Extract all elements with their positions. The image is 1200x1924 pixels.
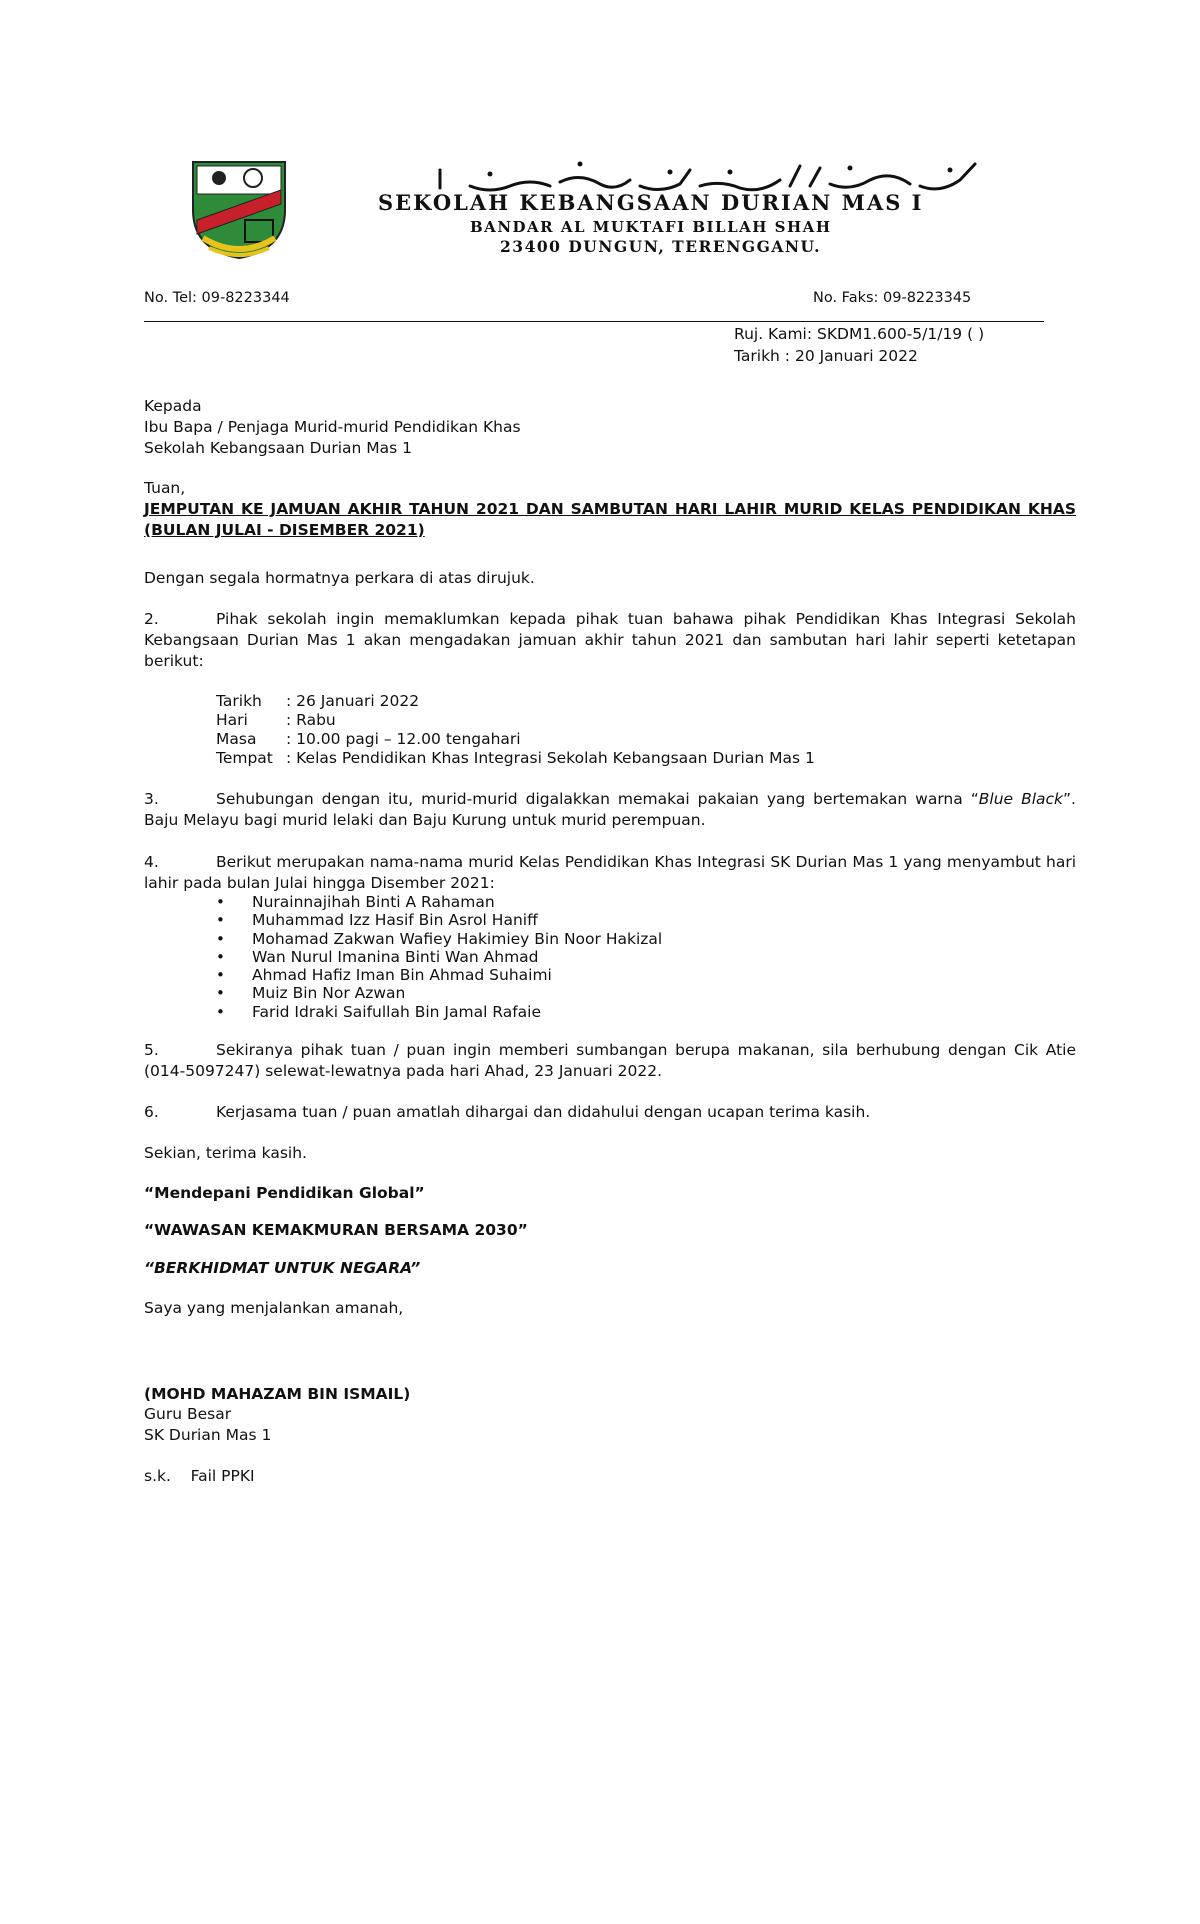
paragraph-5-text: Sekiranya pihak tuan / puan ingin memberi sumbangan berupa makanan, sila berhubung dengan Cik Atie (014-5097247) selewat-lewatnya pada hari Ahad, 23 Januari 2022.: [144, 1041, 1076, 1080]
detail-row-tarikh: [216, 692, 419, 710]
paragraph-1: Dengan segala hormatnya perkara di atas dirujuk.: [144, 569, 535, 587]
school-address-line2: 23400 DUNGUN, TERENGGANU.: [500, 237, 822, 256]
paragraph-3-number: 3.: [144, 790, 159, 808]
paragraph-5-number: 5.: [144, 1041, 159, 1059]
closing: Sekian, terima kasih.: [144, 1144, 307, 1162]
paragraph-4-text: Berikut merupakan nama-nama murid Kelas Pendidikan Khas Integrasi SK Durian Mas 1 yang menyambut hari lahir pada bulan Julai hingga Disember 2021:: [144, 853, 1076, 892]
paragraph-2-number: 2.: [144, 610, 159, 628]
paragraph-6-number: 6.: [144, 1103, 159, 1121]
list-item: • Nurainnajihah Binti A Rahaman: [216, 893, 662, 911]
list-item: • Wan Nurul Imanina Binti Wan Ahmad: [216, 948, 662, 966]
detail-key: Hari: [216, 711, 248, 729]
signatory-org: SK Durian Mas 1: [144, 1426, 272, 1444]
school-address-line1: BANDAR AL MUKTAFI BILLAH SHAH: [470, 218, 832, 236]
letter-date: Tarikh : 20 Januari 2022: [734, 347, 918, 365]
sign-off: Saya yang menjalankan amanah,: [144, 1299, 404, 1317]
salutation: Tuan,: [144, 479, 186, 497]
motto-2: “WAWASAN KEMAKMURAN BERSAMA 2030”: [144, 1221, 528, 1239]
detail-value: : 10.00 pagi – 12.00 tengahari: [286, 730, 521, 748]
detail-value: : 26 Januari 2022: [286, 692, 420, 710]
school-name: SEKOLAH KEBANGSAAN DURIAN MAS I: [378, 190, 924, 215]
recipient-line1: Kepada: [144, 397, 202, 415]
detail-row-tempat: [216, 749, 815, 767]
paragraph-4-number: 4.: [144, 853, 159, 871]
reference-number: Ruj. Kami: SKDM1.600-5/1/19 ( ): [734, 325, 985, 343]
paragraph-5: [144, 1040, 1076, 1082]
carbon-copy: s.k. Fail PPKI: [144, 1467, 255, 1485]
detail-row-hari: [216, 711, 336, 729]
paragraph-4: [144, 852, 1076, 894]
detail-value: : Rabu: [286, 711, 336, 729]
student-list: [216, 893, 662, 1021]
letter-subject: JEMPUTAN KE JAMUAN AKHIR TAHUN 2021 DAN SAMBUTAN HARI LAHIR MURID KELAS PENDIDIKAN KHAS (BULAN JULAI - DISEMBER 2021): [144, 500, 1076, 539]
phone-number: No. Tel: 09-8223344: [144, 290, 290, 306]
list-item: • Muiz Bin Nor Azwan: [216, 984, 662, 1002]
recipient-line3: Sekolah Kebangsaan Durian Mas 1: [144, 439, 413, 457]
motto-1: “Mendepani Pendidikan Global”: [144, 1184, 425, 1202]
paragraph-3-text-after: ”. Baju Melayu bagi murid lelaki dan Baju Kurung untuk murid perempuan.: [144, 790, 1076, 829]
paragraph-2: [144, 609, 1076, 672]
detail-row-masa: [216, 730, 521, 748]
header-divider: [144, 321, 1044, 322]
paragraph-3: [144, 789, 1076, 831]
recipient-line2: Ibu Bapa / Penjaga Murid-murid Pendidikan Khas: [144, 418, 521, 436]
paragraph-3-text-before: Sehubungan dengan itu, murid-murid digalakkan memakai pakaian yang bertemakan warna “: [216, 790, 979, 808]
detail-value: : Kelas Pendidikan Khas Integrasi Sekolah Kebangsaan Durian Mas 1: [286, 749, 815, 767]
list-item: • Mohamad Zakwan Wafiey Hakimiey Bin Noor Hakizal: [216, 930, 662, 948]
school-crest-logo: [183, 150, 295, 262]
detail-key: Tempat: [216, 749, 273, 767]
paragraph-2-text: Pihak sekolah ingin memaklumkan kepada pihak tuan bahawa pihak Pendidikan Khas Integrasi Sekolah Kebangsaan Durian Mas 1 akan mengadakan jamuan akhir tahun 2021 dan sambutan hari lahir seperti ketetapan berikut:: [144, 610, 1076, 670]
motto-3: “BERKHIDMAT UNTUK NEGARA”: [144, 1259, 421, 1277]
detail-key: Tarikh: [216, 692, 262, 710]
paragraph-6: [144, 1102, 1076, 1123]
paragraph-6-text: Kerjasama tuan / puan amatlah dihargai dan didahului dengan ucapan terima kasih.: [216, 1103, 871, 1121]
fax-number: No. Faks: 09-8223345: [813, 290, 972, 306]
signatory-title: Guru Besar: [144, 1405, 232, 1423]
signatory-name: (MOHD MAHAZAM BIN ISMAIL): [144, 1385, 411, 1403]
list-item: • Ahmad Hafiz Iman Bin Ahmad Suhaimi: [216, 966, 662, 984]
list-item: • Muhammad Izz Hasif Bin Asrol Haniff: [216, 911, 662, 929]
paragraph-3-italic-text: Blue Black: [978, 790, 1064, 808]
list-item: • Farid Idraki Saifullah Bin Jamal Rafaie: [216, 1003, 662, 1021]
detail-key: Masa: [216, 730, 257, 748]
